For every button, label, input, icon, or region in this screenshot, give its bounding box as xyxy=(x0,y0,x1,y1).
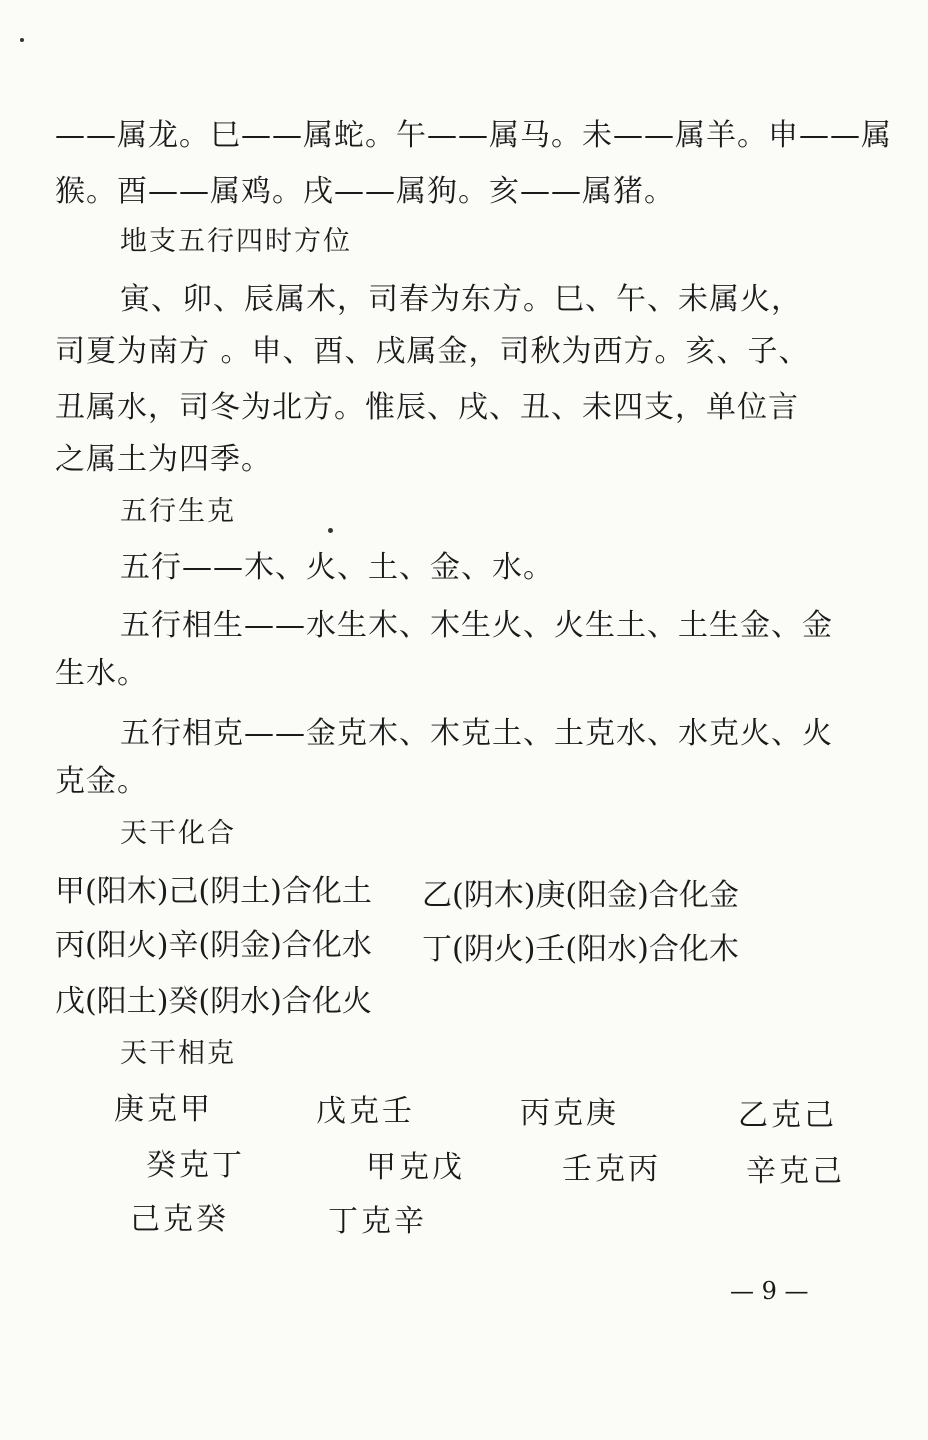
stem-clash: 庚克甲 xyxy=(114,1092,213,1127)
text-line: 司夏为南方 。申、酉、戌属金，司秋为西方。亥、子、 xyxy=(55,334,810,369)
section-heading: 地支五行四时方位 xyxy=(120,226,352,257)
stem-clash: 己克癸 xyxy=(130,1202,229,1237)
paper-speck xyxy=(328,528,333,533)
paper-speck xyxy=(20,38,24,42)
section-heading: 五行生克 xyxy=(120,496,236,527)
text-line: 生水。 xyxy=(55,656,148,691)
stem-combination: 戊(阳土)癸(阴水)合化火 xyxy=(55,984,372,1019)
stem-clash: 甲克戊 xyxy=(366,1150,465,1185)
page-number: — 9 — xyxy=(730,1277,809,1305)
stem-combination: 甲(阳木)己(阴土)合化土 xyxy=(55,874,372,909)
section-heading: 天干相克 xyxy=(120,1038,236,1069)
text-line: 寅、卯、辰属木，司春为东方。巳、午、未属火， xyxy=(120,282,802,317)
text-line: 克金。 xyxy=(55,764,148,799)
stem-clash: 乙克己 xyxy=(738,1098,837,1133)
stem-combination: 乙(阴木)庚(阳金)合化金 xyxy=(422,878,739,913)
stem-combination: 丙(阳火)辛(阴金)合化水 xyxy=(55,928,372,963)
text-line: 五行相克——金克木、木克土、土克水、水克火、火 xyxy=(120,716,833,751)
stem-clash: 戊克壬 xyxy=(316,1094,415,1129)
text-line: 猴。酉——属鸡。戌——属狗。亥——属猪。 xyxy=(55,174,675,209)
stem-clash: 癸克丁 xyxy=(146,1148,245,1183)
text-line: 五行——木、火、土、金、水。 xyxy=(120,550,554,585)
text-line: 之属土为四季。 xyxy=(55,442,272,477)
text-line: 丑属水，司冬为北方。惟辰、戌、丑、未四支，单位言 xyxy=(55,390,799,425)
text-line: ——属龙。巳——属蛇。午——属马。未——属羊。申——属 xyxy=(55,118,892,153)
stem-clash: 丁克辛 xyxy=(328,1204,427,1239)
section-heading: 天干化合 xyxy=(120,818,236,849)
stem-combination: 丁(阴火)壬(阳水)合化木 xyxy=(422,932,739,967)
stem-clash: 丙克庚 xyxy=(520,1096,619,1131)
stem-clash: 壬克丙 xyxy=(562,1152,661,1187)
stem-clash: 辛克己 xyxy=(746,1154,845,1189)
text-line: 五行相生——水生木、木生火、火生土、土生金、金 xyxy=(120,608,833,643)
